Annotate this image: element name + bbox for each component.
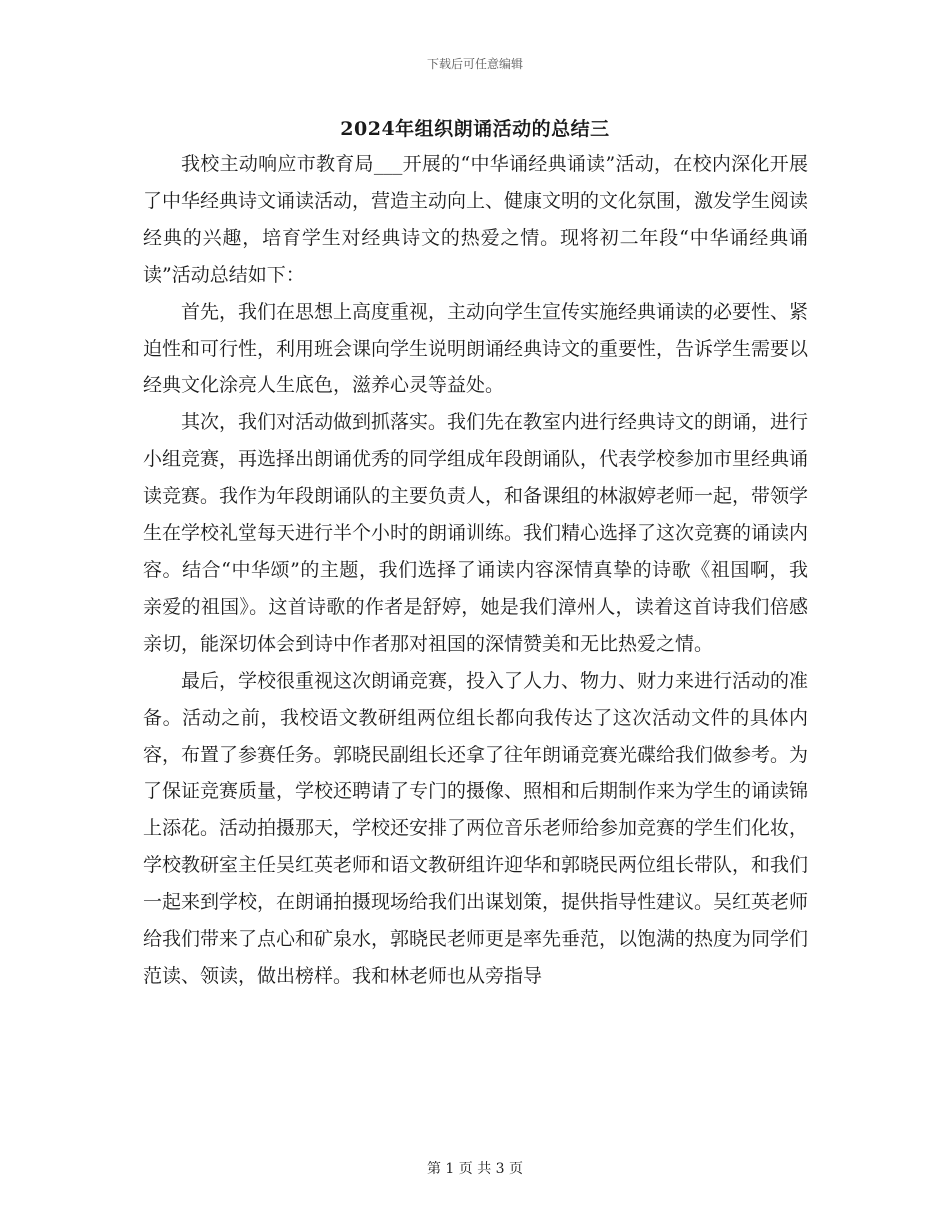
paragraph-last: 最后，学校很重视这次朗诵竞赛，投入了人力、物力、财力来进行活动的准备。活动之前，我校语文教研组两位组长都向我传达了这次活动文件的具体内容，布置了参赛任务。郭晓民副组长还拿了往年朗诵竞赛光碟给我们做参考。为了保证竞赛质量，学校还聘请了专门的摄像、照相和后期制作来为学生的诵读锦上添花。活动拍摄那天，学校还安排了两位音乐老师给参加竞赛的学生们化妆，学校教研室主任吴红英老师和语文教研组许迎华和郭晓民两位组长带队，和我们一起来到学校，在朗诵拍摄现场给我们出谋划策，提供指导性建议。吴红英老师给我们带来了点心和矿泉水，郭晓民老师更是率先垂范，以饱满的热度为同学们范读、领读，做出榜样。我和林老师也从旁指导 bbox=[143, 669, 809, 987]
page-header-note: 下载后可任意编辑 bbox=[426, 57, 523, 71]
paragraph-second: 其次，我们对活动做到抓落实。我们先在教室内进行经典诗文的朗诵，进行小组竞赛，再选择出朗诵优秀的同学组成年段朗诵队，代表学校参加市里经典诵读竞赛。我作为年段朗诵队的主要负责人，和备课组的林淑婷老师一起，带领学生在学校礼堂每天进行半个小时的朗诵训练。我们精心选择了这次竞赛的诵读内容。结合“中华颂”的主题，我们选择了诵读内容深情真挚的诗歌《祖国啊，我亲爱的祖国》。这首诗歌的作者是舒婷，她是我们漳州人，读着这首诗我们倍感亲切，能深切体会到诗中作者那对祖国的深情赞美和无比热爱之情。 bbox=[143, 411, 809, 655]
document-title: 2024年组织朗诵活动的总结三 bbox=[340, 118, 610, 140]
paragraph-first: 首先，我们在思想上高度重视，主动向学生宣传实施经典诵读的必要性、紧迫性和可行性，利用班会课向学生说明朗诵经典诗文的重要性，告诉学生需要以经典文化涂亮人生底色，滋养心灵等益处。 bbox=[143, 300, 809, 397]
document-body bbox=[143, 146, 808, 995]
page-number: 第 1 页 共 3 页 bbox=[426, 1161, 524, 1177]
paragraph-intro: 我校主动响应市教育局___开展的“中华诵经典诵读”活动，在校内深化开展了中华经典诗文诵读活动，营造主动向上、健康文明的文化氛围，激发学生阅读经典的兴趣，培育学生对经典诗文的热爱之情。现将初二年段“中华诵经典诵读”活动总结如下： bbox=[143, 153, 809, 286]
